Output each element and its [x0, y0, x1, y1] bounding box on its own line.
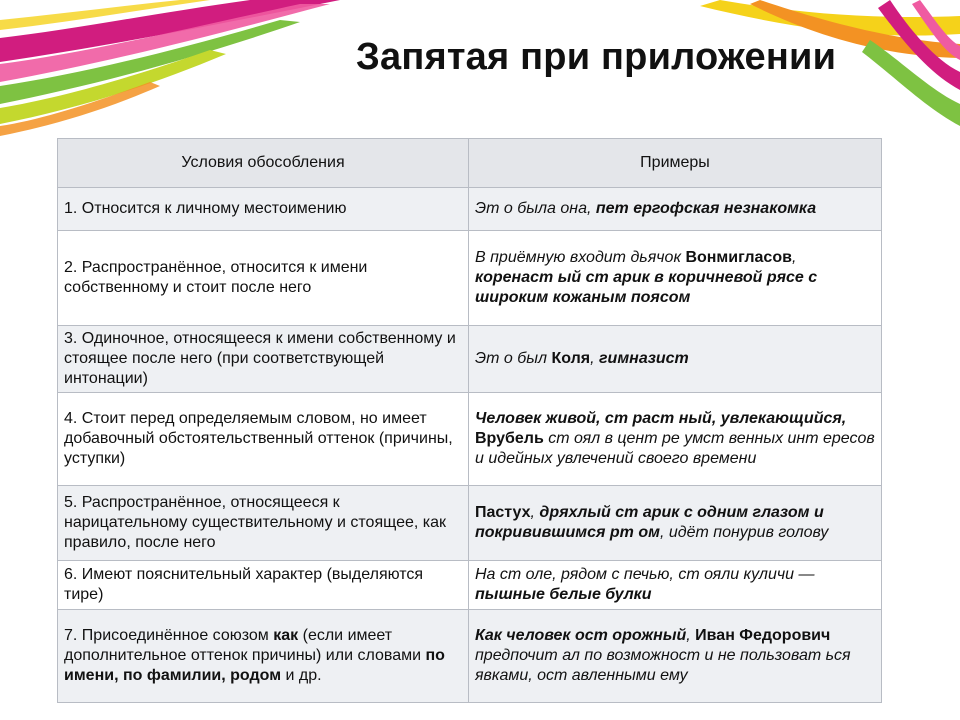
column-header-examples: Примеры [469, 139, 882, 188]
example-text: Коля [551, 350, 591, 367]
example-cell [469, 393, 882, 486]
table-row [58, 231, 882, 326]
example-cell [469, 610, 882, 703]
condition-text: 6. Имеют пояснительный характер (выделяются тире) [64, 566, 424, 603]
example-text: Эт о была она, [475, 200, 596, 217]
example-text: , [590, 350, 599, 367]
condition-text: 7. Присоединённое союзом [64, 627, 274, 644]
example-cell [469, 231, 882, 326]
example-text: Врубель [475, 430, 544, 447]
example-text: ст оял в цент ре умст венных инт ересов и идейных увлечений своего времени [475, 430, 875, 467]
condition-text: 1. Относится к личному местоимению [64, 200, 347, 217]
table-row [58, 610, 882, 703]
example-text: , [530, 504, 540, 521]
page-title: Запятая при приложении [356, 36, 837, 78]
table-row [58, 561, 882, 610]
example-text: На ст оле, рядом с печью, ст ояли куличи — [475, 566, 815, 583]
example-text: пышные белые булки [475, 586, 652, 603]
condition-text: как [273, 627, 299, 644]
condition-cell [58, 231, 469, 326]
table-row [58, 326, 882, 393]
condition-text: 4. Стоит перед определяемым словом, но имеет добавочный обстоятельственный оттенок (причины, уступки) [64, 410, 453, 467]
example-text: Эт о был [475, 350, 552, 367]
table-row [58, 393, 882, 486]
example-text: , [791, 249, 797, 266]
example-text: гимназист [599, 350, 689, 367]
example-text: дряхлый ст арик с одним глазом и покривившимся рт ом [475, 504, 824, 541]
example-text: Вонмигласов [685, 249, 792, 266]
left-ribbons [0, 0, 340, 136]
example-text: Как человек ост орожный [475, 627, 687, 644]
condition-cell [58, 393, 469, 486]
example-cell [469, 561, 882, 610]
example-cell [469, 188, 882, 231]
condition-text: 5. Распространённое, относящееся к нарицательному существительному и стоящее, как правило, после него [64, 494, 447, 551]
example-text: , [686, 627, 696, 644]
condition-text: по имени, по фамилии, родом [64, 647, 445, 684]
table-row [58, 486, 882, 561]
condition-cell [58, 610, 469, 703]
example-cell [469, 326, 882, 393]
condition-cell [58, 486, 469, 561]
column-header-conditions: Условия обособления [58, 139, 469, 188]
table-row [58, 188, 882, 231]
condition-text: и др. [281, 667, 322, 684]
condition-cell [58, 326, 469, 393]
example-text: , идёт понурив голову [659, 524, 829, 541]
example-text: Иван Федорович [695, 627, 831, 644]
example-text: пет ергофская незнакомка [595, 200, 817, 217]
condition-text: (если имеет дополнительное оттенок причины) или словами [64, 627, 426, 664]
example-text: Человек живой, ст раст ный, увлекающийся, [475, 410, 847, 427]
example-text: Пастух [475, 504, 531, 521]
condition-cell [58, 188, 469, 231]
example-text: коренаст ый ст арик в коричневой рясе с широким кожаным поясом [475, 269, 818, 306]
condition-text: 3. Одиночное, относящееся к имени собственному и стоящее после него (при соответствующей интонации) [64, 330, 456, 387]
condition-cell [58, 561, 469, 610]
condition-text: 2. Распространённое, относится к имени собственному и стоит после него [64, 259, 368, 296]
example-text: В приёмную входит дьячок [475, 249, 686, 266]
example-cell [469, 486, 882, 561]
table-body [58, 188, 882, 703]
table-header-row [58, 139, 882, 188]
apposition-rules-table [57, 138, 882, 703]
example-text: предпочит ал по возможност и не пользоват ься явками, ост авленными ему [475, 647, 851, 684]
